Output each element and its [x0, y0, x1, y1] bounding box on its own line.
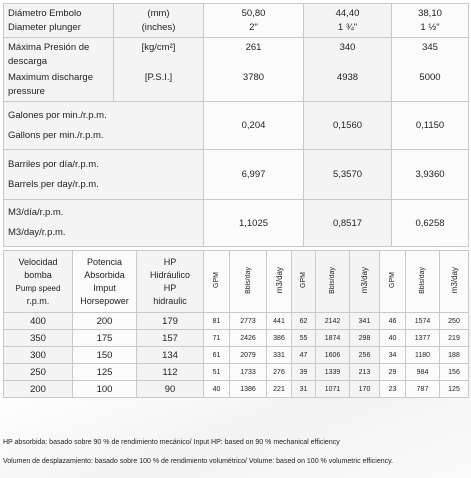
pressure-psi-value: 3780: [242, 72, 265, 83]
input-hp-cell: 150: [73, 347, 137, 364]
bbls-header: Bbls/day: [329, 266, 336, 294]
flow-cell: 787: [406, 381, 440, 398]
flow-cell: 1386: [230, 381, 267, 398]
flow-cell: 441: [267, 313, 292, 330]
diameter-unit-in: (inches): [141, 21, 176, 33]
pressure-unit-kg: [kg/cm²]: [141, 42, 176, 53]
flow-cell: 2773: [230, 313, 267, 330]
flow-cell: 341: [350, 313, 380, 330]
flow-cell: 170: [350, 381, 380, 398]
m3-header: m3/day: [360, 266, 369, 294]
flow-cell: 256: [350, 347, 380, 364]
barrels-value: 6,997: [204, 150, 304, 200]
input-hp-cell: 100: [73, 381, 137, 398]
m3-header: m3/day: [274, 266, 284, 294]
flow-cell: 1180: [406, 347, 440, 364]
flow-cell: 46: [380, 313, 406, 330]
performance-header-row: [4, 251, 469, 313]
flow-cell: 188: [440, 347, 469, 364]
flow-cell: 47: [292, 347, 316, 364]
performance-row: [4, 347, 469, 364]
gpm-header: GPM: [300, 272, 307, 288]
performance-row: [4, 381, 469, 398]
flow-cell: 298: [350, 330, 380, 347]
pressure-unit-psi: [P.S.I.]: [144, 72, 173, 83]
flow-cell: 156: [440, 364, 469, 381]
m3-value: 0,8517: [304, 200, 392, 247]
barrels-row: [4, 150, 469, 200]
flow-cell: 1574: [406, 313, 440, 330]
bbls-header: Bbls/day: [244, 266, 252, 294]
hydraulic-hp-cell: 134: [137, 347, 204, 364]
speed-header-line: r.p.m.: [26, 295, 50, 306]
gallons-value: 0,1560: [304, 102, 392, 150]
flow-cell: 1071: [316, 381, 350, 398]
gallons-label-en: Gallons per min./r.p.m.: [8, 129, 104, 141]
diameter-label-en: Diameter plunger: [8, 21, 81, 33]
hp-header-line: Hidráulico: [149, 269, 191, 280]
flow-cell: 1733: [230, 364, 267, 381]
flow-cell: 386: [267, 330, 292, 347]
hp-header-line: HP: [163, 282, 177, 293]
m3-header: m3/day: [449, 266, 459, 294]
flow-cell: 1377: [406, 330, 440, 347]
flow-cell: 34: [380, 347, 406, 364]
flow-cell: 23: [380, 381, 406, 398]
diameter-in-value: 1 ¾": [337, 21, 358, 33]
flow-cell: 250: [440, 313, 469, 330]
gallons-row: [4, 102, 469, 150]
pump-speed-cell: 200: [4, 381, 73, 398]
diameter-unit-mm: (mm): [147, 7, 170, 19]
diameter-in-value: 2": [249, 21, 258, 33]
flow-cell: 984: [406, 364, 440, 381]
flow-cell: 71: [204, 330, 230, 347]
pressure-label-es: Máxima Presión de descarga: [8, 42, 90, 67]
flow-cell: 125: [440, 381, 469, 398]
flow-cell: 331: [267, 347, 292, 364]
barrels-value: 5,3570: [304, 150, 392, 200]
diameter-mm-value: 50,80: [241, 7, 266, 19]
pressure-kg-value: 261: [245, 42, 262, 53]
diameter-label-es: Diámetro Embolo: [8, 7, 82, 19]
performance-table: [3, 250, 469, 398]
flow-cell: 221: [267, 381, 292, 398]
pressure-kg-value: 345: [422, 42, 438, 53]
speed-header-line: bomba: [24, 269, 52, 280]
m3-label-es: M3/día/r.p.m.: [8, 207, 64, 218]
flow-cell: 29: [380, 364, 406, 381]
footnote-hp: HP absorbida: basado sobre 90 % de rendimiento mecánico/ Input HP: based on 90 % mechanical efficiency: [3, 439, 340, 446]
flow-cell: 2079: [230, 347, 267, 364]
diameter-mm-value: 38,10: [418, 7, 442, 19]
footnote-volume: Volumen de desplazamiento: basado sobre 100 % de rendimiento volumétrico/ Volume: based on 100 % volumetric efficiency.: [3, 458, 394, 465]
hp-header-line: HP: [163, 256, 177, 267]
power-header-line: Potencia: [86, 256, 123, 267]
gallons-value: 0,1150: [392, 102, 469, 150]
pressure-kg-value: 340: [339, 42, 356, 53]
power-header-line: Horsepower: [80, 295, 129, 306]
hydraulic-hp-cell: 112: [137, 364, 204, 381]
flow-cell: 2142: [316, 313, 350, 330]
hydraulic-hp-cell: 179: [137, 313, 204, 330]
diameter-mm-value: 44,40: [335, 7, 360, 19]
flow-cell: 40: [204, 381, 230, 398]
hp-header-line: hidraulic: [153, 295, 187, 306]
input-hp-cell: 175: [73, 330, 137, 347]
bbls-header: Bbls/day: [419, 266, 426, 294]
speed-header-line: Pump speed: [15, 283, 61, 293]
barrels-label-en: Barrels per day/r.p.m.: [8, 178, 99, 190]
m3-value: 1,1025: [204, 200, 304, 247]
hydraulic-hp-cell: 90: [137, 381, 204, 398]
pressure-psi-value: 5000: [419, 72, 441, 83]
flow-cell: 1874: [316, 330, 350, 347]
flow-cell: 61: [204, 347, 230, 364]
gpm-header: GPM: [213, 272, 220, 288]
flow-cell: 40: [380, 330, 406, 347]
pressure-row: [4, 38, 469, 102]
flow-cell: 276: [267, 364, 292, 381]
flow-cell: 1339: [316, 364, 350, 381]
diameter-in-value: 1 ½": [420, 21, 440, 33]
m3-row: [4, 200, 469, 247]
pressure-label-en: Maximum discharge pressure: [8, 72, 93, 97]
flow-cell: 213: [350, 364, 380, 381]
flow-cell: 31: [292, 381, 316, 398]
flow-cell: 51: [204, 364, 230, 381]
performance-row: [4, 313, 469, 330]
performance-row: [4, 330, 469, 347]
gallons-label-es: Galones por min./r.p.m.: [8, 109, 107, 121]
flow-cell: 39: [292, 364, 316, 381]
speed-header-line: Velocidad: [18, 256, 58, 267]
pump-speed-cell: 250: [4, 364, 73, 381]
pressure-psi-value: 4938: [336, 72, 359, 83]
flow-cell: 55: [292, 330, 316, 347]
flow-cell: 1606: [316, 347, 350, 364]
input-hp-cell: 200: [73, 313, 137, 330]
performance-row: [4, 364, 469, 381]
specifications-table: [3, 3, 469, 247]
flow-cell: 219: [440, 330, 469, 347]
pump-speed-cell: 350: [4, 330, 73, 347]
power-header-line: Absorbida: [84, 269, 125, 280]
pump-speed-cell: 300: [4, 347, 73, 364]
gallons-value: 0,204: [204, 102, 304, 150]
flow-cell: 81: [204, 313, 230, 330]
flow-cell: 62: [292, 313, 316, 330]
gpm-header: GPM: [389, 272, 396, 288]
flow-cell: 2426: [230, 330, 267, 347]
power-header-line: Imput: [93, 282, 116, 293]
m3-label-en: M3/day/r.p.m.: [8, 227, 66, 238]
barrels-label-es: Barriles por día/r.p.m.: [8, 158, 99, 170]
diameter-row: [4, 4, 469, 38]
hydraulic-hp-cell: 157: [137, 330, 204, 347]
input-hp-cell: 125: [73, 364, 137, 381]
pump-speed-cell: 400: [4, 313, 73, 330]
barrels-value: 3,9360: [392, 150, 469, 200]
m3-value: 0,6258: [392, 200, 469, 247]
